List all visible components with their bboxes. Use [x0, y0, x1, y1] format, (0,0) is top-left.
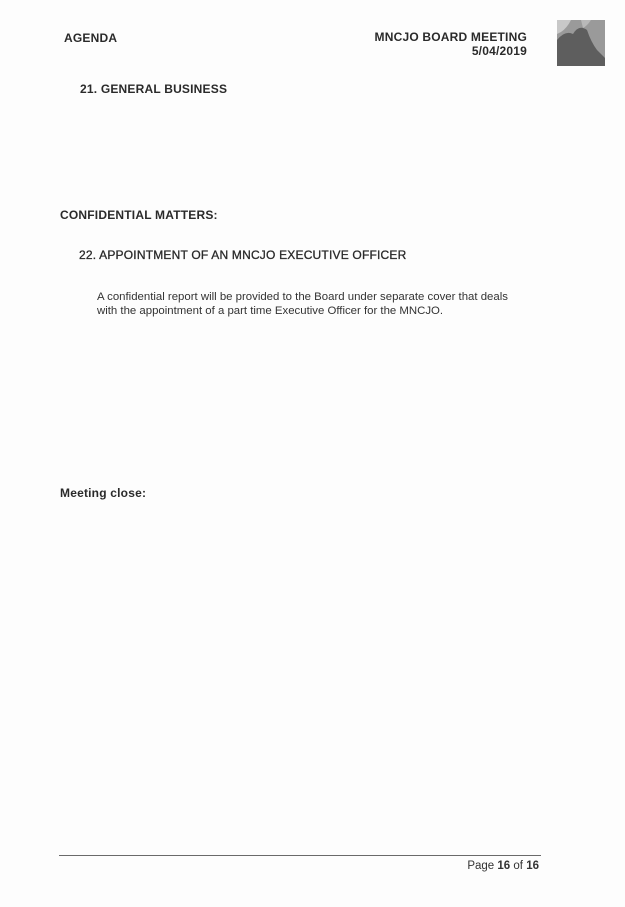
header-meeting-date: 5/04/2019 — [471, 44, 527, 58]
agenda-item-22-body — [97, 290, 557, 318]
page-number-current: 16 — [497, 860, 511, 872]
mncjo-logo-icon — [557, 20, 605, 66]
page-number — [467, 860, 539, 872]
page-number-prefix: Page — [467, 860, 495, 872]
agenda-item-22-text-line: A confidential report will be provided to the Board under separate cover that deals — [97, 291, 508, 303]
header-agenda-label: AGENDA — [64, 31, 118, 45]
agenda-item-21-heading: 21. GENERAL BUSINESS — [80, 82, 228, 96]
header-meeting-title: MNCJO BOARD MEETING — [374, 30, 527, 44]
page-number-of: of — [513, 860, 523, 872]
confidential-matters-heading: CONFIDENTIAL MATTERS: — [60, 208, 218, 222]
page-number-total: 16 — [526, 860, 539, 872]
header-meeting-info — [375, 30, 527, 58]
agenda-item-22-text-line: with the appointment of a part time Executive Officer for the MNCJO. — [97, 305, 444, 317]
meeting-close-heading: Meeting close: — [60, 486, 147, 500]
agenda-item-22-heading: 22. APPOINTMENT OF AN MNCJO EXECUTIVE OFFICER — [79, 248, 407, 262]
footer-divider — [59, 855, 541, 856]
